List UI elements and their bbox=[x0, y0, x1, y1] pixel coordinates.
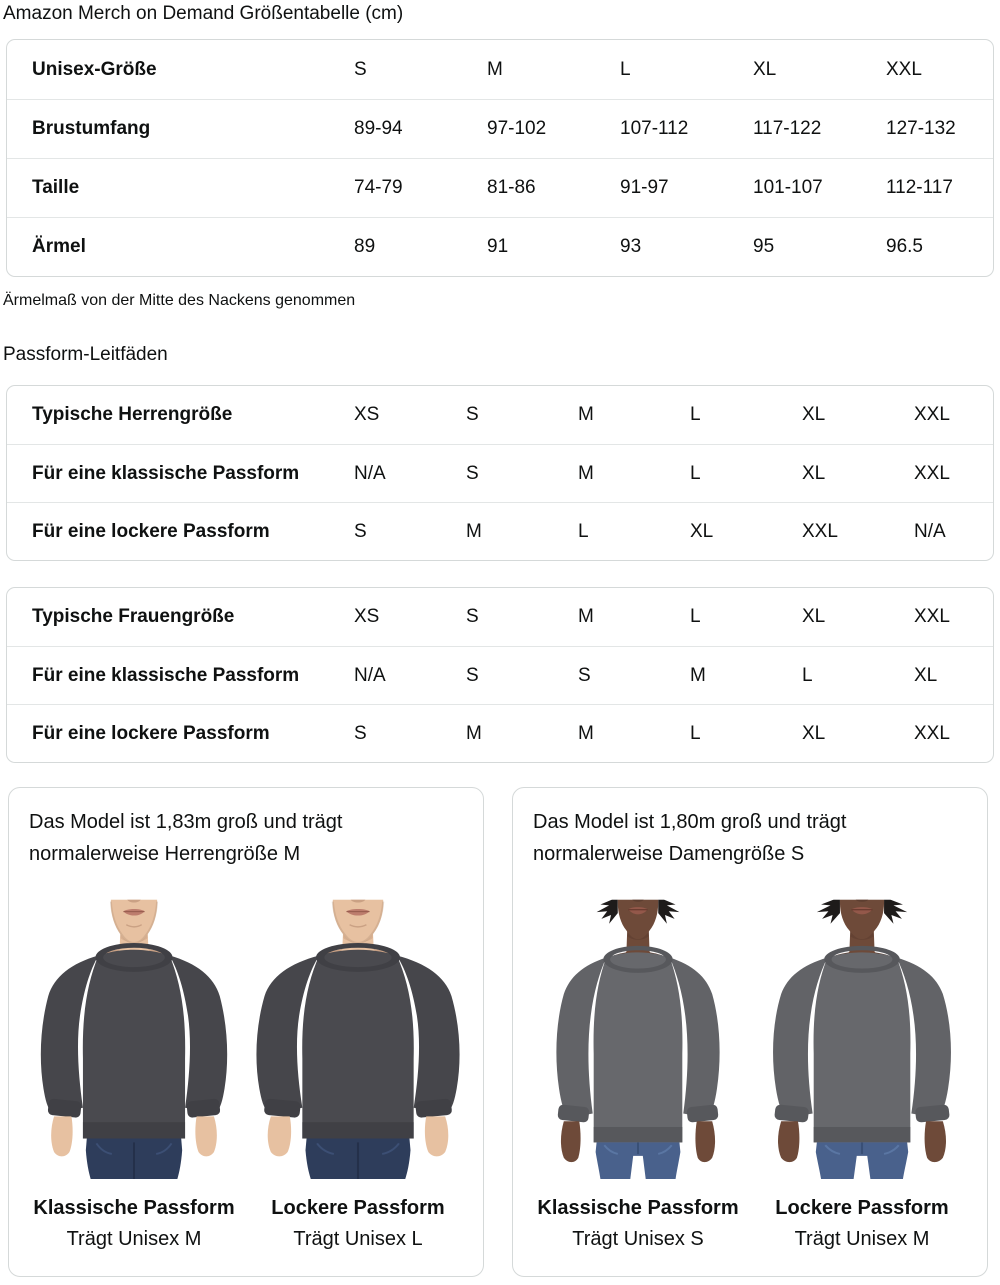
size-cell: XXL bbox=[914, 606, 950, 627]
size-cell: 89-94 bbox=[354, 118, 403, 139]
size-cell: M bbox=[466, 520, 482, 542]
table-row bbox=[7, 704, 993, 762]
size-cell: XL bbox=[914, 664, 938, 686]
size-cell: 81-86 bbox=[487, 177, 536, 198]
table-row bbox=[7, 588, 993, 646]
size-cell: S bbox=[354, 722, 367, 744]
size-cell: 91-97 bbox=[620, 177, 669, 198]
size-cell: M bbox=[578, 404, 594, 425]
row-label: Unisex-Größe bbox=[32, 58, 157, 80]
size-cell: S bbox=[354, 520, 367, 542]
size-cell: L bbox=[802, 664, 813, 686]
row-label: Ärmel bbox=[32, 236, 86, 257]
fit-label: Klassische Passform bbox=[33, 1197, 235, 1219]
size-cell: 97-102 bbox=[487, 118, 547, 139]
size-cell: XL bbox=[802, 722, 826, 744]
model-photo bbox=[29, 889, 239, 1179]
loose-fit-figure bbox=[253, 889, 463, 1252]
loose-fit-figure bbox=[757, 889, 967, 1252]
size-cell: M bbox=[690, 664, 706, 686]
table-row bbox=[7, 502, 993, 560]
model-figures bbox=[29, 889, 463, 1252]
row-label: Typische Frauengröße bbox=[32, 606, 235, 627]
model-photo bbox=[757, 889, 967, 1179]
size-cell: XL bbox=[802, 404, 826, 425]
size-cell: 95 bbox=[753, 236, 775, 257]
female-model-loose-illustration bbox=[757, 889, 967, 1179]
table-row bbox=[7, 40, 993, 99]
size-cell: S bbox=[466, 462, 479, 484]
size-cell: M bbox=[466, 722, 482, 744]
model-photo bbox=[253, 889, 463, 1179]
size-cell: S bbox=[578, 664, 591, 686]
size-worn-label: Trägt Unisex M bbox=[66, 1228, 202, 1250]
size-cell: XS bbox=[354, 606, 380, 627]
model-cards bbox=[8, 787, 1000, 1277]
size-cell: 89 bbox=[354, 236, 376, 257]
model-description: Das Model ist 1,83m groß und trägt normalerweise Herrengröße M bbox=[29, 811, 343, 865]
size-cell: XXL bbox=[886, 58, 922, 80]
size-cell: M bbox=[578, 462, 594, 484]
size-cell: L bbox=[578, 520, 589, 542]
sleeve-measure-note: Ärmelmaß von der Mitte des Nackens genommen bbox=[3, 292, 356, 309]
size-cell: L bbox=[690, 606, 701, 627]
size-cell: S bbox=[466, 606, 479, 627]
fit-label: Klassische Passform bbox=[537, 1197, 739, 1219]
classic-fit-figure bbox=[533, 889, 743, 1252]
size-cell: 93 bbox=[620, 236, 642, 257]
size-cell: 96.5 bbox=[886, 236, 923, 257]
fit-label: Lockere Passform bbox=[271, 1197, 445, 1219]
model-description: Das Model ist 1,80m groß und trägt normalerweise Damengröße S bbox=[533, 811, 847, 865]
table-row bbox=[7, 99, 993, 158]
model-figures bbox=[533, 889, 967, 1252]
size-cell: XS bbox=[354, 404, 380, 425]
size-cell: XL bbox=[802, 606, 826, 627]
size-worn-label: Trägt Unisex L bbox=[293, 1228, 423, 1250]
size-cell: L bbox=[690, 404, 701, 425]
size-cell: N/A bbox=[914, 520, 946, 542]
female-model-classic-illustration bbox=[533, 889, 743, 1179]
row-label: Für eine klassische Passform bbox=[32, 462, 300, 484]
fit-guides-heading: Passform-Leitfäden bbox=[3, 344, 168, 365]
row-label: Für eine lockere Passform bbox=[32, 722, 270, 744]
size-cell: M bbox=[487, 58, 503, 80]
mens-model-card bbox=[8, 787, 484, 1277]
size-cell: L bbox=[690, 462, 701, 484]
size-cell: XXL bbox=[914, 404, 950, 425]
table-row bbox=[7, 217, 993, 276]
row-label: Brustumfang bbox=[32, 118, 151, 139]
table-row bbox=[7, 646, 993, 704]
womens-model-card bbox=[512, 787, 988, 1277]
size-cell: 107-112 bbox=[620, 118, 689, 139]
size-cell: 74-79 bbox=[354, 177, 403, 198]
table-row bbox=[7, 386, 993, 444]
row-label: Für eine lockere Passform bbox=[32, 520, 270, 542]
classic-fit-figure bbox=[29, 889, 239, 1252]
table-row bbox=[7, 444, 993, 502]
size-cell: S bbox=[466, 404, 479, 425]
size-cell: XL bbox=[753, 58, 777, 80]
size-worn-label: Trägt Unisex M bbox=[794, 1228, 930, 1250]
size-cell: S bbox=[466, 664, 479, 686]
size-cell: 101-107 bbox=[753, 177, 823, 198]
page-title: Amazon Merch on Demand Größentabelle (cm) bbox=[3, 3, 404, 24]
size-cell: N/A bbox=[354, 664, 386, 686]
size-cell: S bbox=[354, 58, 367, 80]
male-model-loose-illustration bbox=[253, 889, 463, 1179]
womens-fit-table bbox=[6, 587, 994, 763]
row-label: Für eine klassische Passform bbox=[32, 664, 300, 686]
size-cell: 117-122 bbox=[753, 118, 822, 139]
mens-fit-table bbox=[6, 385, 994, 561]
size-cell: M bbox=[578, 606, 594, 627]
size-cell: XXL bbox=[914, 722, 950, 744]
size-cell: L bbox=[690, 722, 701, 744]
table-row bbox=[7, 158, 993, 217]
size-cell: M bbox=[578, 722, 594, 744]
size-cell: XXL bbox=[802, 520, 838, 542]
row-label: Typische Herrengröße bbox=[32, 404, 233, 425]
size-cell: 112-117 bbox=[886, 177, 953, 198]
size-cell: N/A bbox=[354, 462, 386, 484]
fit-label: Lockere Passform bbox=[775, 1197, 949, 1219]
size-cell: XXL bbox=[914, 462, 950, 484]
model-photo bbox=[533, 889, 743, 1179]
male-model-classic-illustration bbox=[29, 889, 239, 1179]
size-cell: 91 bbox=[487, 236, 509, 257]
size-worn-label: Trägt Unisex S bbox=[572, 1228, 704, 1250]
size-cell: L bbox=[620, 58, 631, 80]
size-cell: 127-132 bbox=[886, 118, 956, 139]
size-cell: XL bbox=[802, 462, 826, 484]
row-label: Taille bbox=[32, 177, 80, 198]
size-cell: XL bbox=[690, 520, 714, 542]
unisex-size-table bbox=[6, 39, 994, 277]
